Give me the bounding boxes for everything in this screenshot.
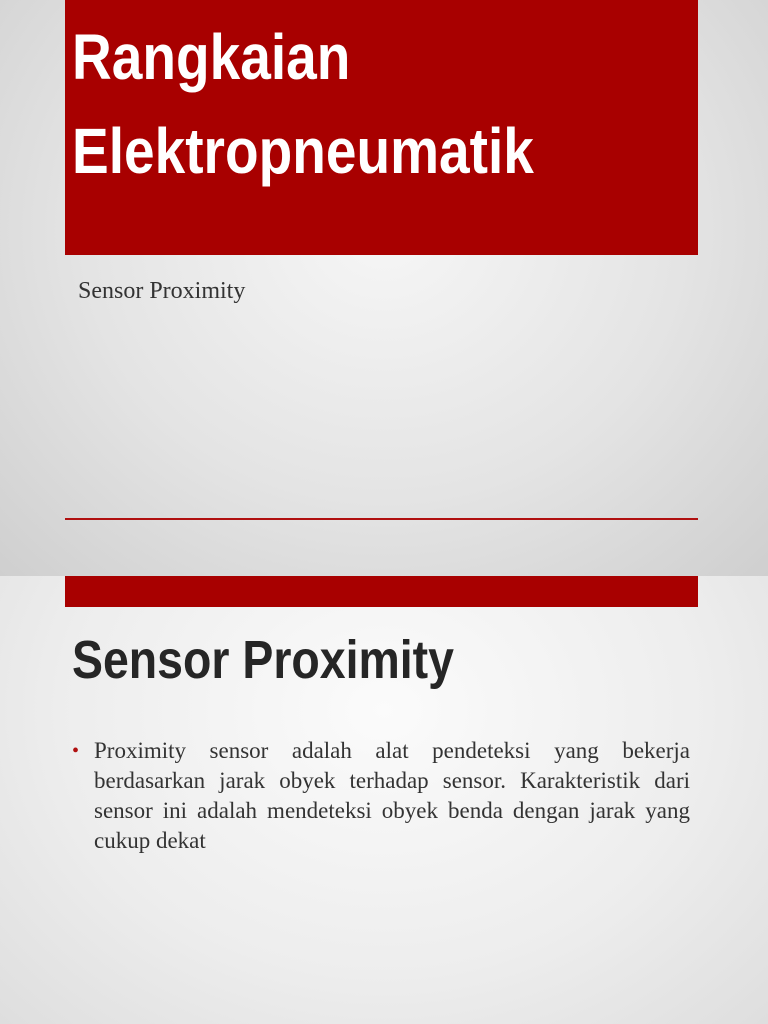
bullet-icon: •	[72, 740, 80, 762]
slide-subtitle: Sensor Proximity	[78, 278, 246, 304]
slide-title-line-1: Rangkaian	[72, 21, 351, 93]
content-title: Sensor Proximity	[72, 630, 454, 690]
slide-title	[72, 10, 605, 198]
bullet-item	[72, 736, 690, 856]
bullet-list	[72, 736, 690, 856]
bullet-text: Proximity sensor adalah alat pendeteksi yang bekerja berdasarkan jarak obyek terhadap sensor. Karakteristik dari sensor ini adalah mendeteksi obyek benda dengan jarak yang cukup dekat	[94, 738, 690, 853]
content-slide	[0, 576, 768, 1024]
divider-line	[65, 518, 698, 520]
header-band	[65, 576, 698, 607]
slide-title-line-2: Elektropneumatik	[72, 115, 534, 187]
